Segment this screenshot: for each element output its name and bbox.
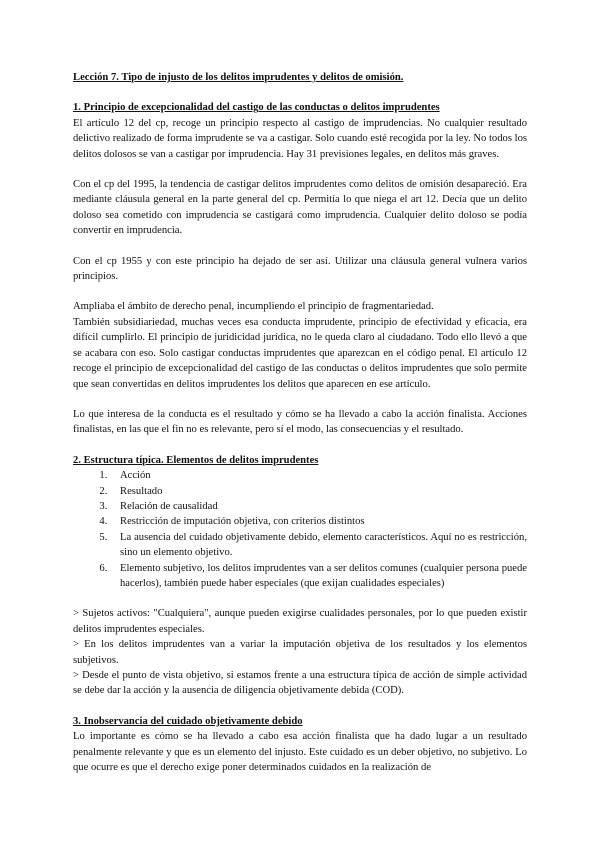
section-1-heading: 1. Principio de excepcionalidad del castigo de las conductas o delitos imprudentes [73,102,440,114]
section-1-paragraph-1: El artículo 12 del cp, recoge un principio respecto al castigo de imprudencias. No cualquier resultado delictivo realizado de forma imprudente se va a castigar. Solo cuando esté recogida por la ley. No todos los delitos dolosos se van a castigar por imprudencia. Hay 31 previsiones legales, en delitos más graves. [73,117,527,160]
list-item: 5. La ausencia del cuidado objetivamente debido, elemento característicos. Aquí no es restricción, sino un elemento objetivo. [110,530,527,561]
section-1-paragraph-2: Con el cp del 1995, la tendencia de castigar delitos imprudentes como delitos de omisión desapareció. Era mediante cláusula general en la parte general del cp. Permitía lo que niega el art 12. Decía que un delito doloso sea cometido con imprudencia se castigará como imprudencia. Cualquier delito doloso se podía convertir en imprudencia. [73,179,527,237]
elements-list [73,468,527,591]
list-item: 2. Resultado [110,484,527,499]
section-2-note-2: > En los delitos imprudentes van a variar la imputación objetiva de los resultados y los elementos subjetivos. [73,639,527,666]
section-1-paragraph-5: También subsidiariedad, muchas veces esa conducta imprudente, principio de efectividad y eficacia, era difícil cumplirlo. El principio de juridicidad jurídica, no le queda claro al ciudadano. Todo ello llevó a que se acabara con eso. Solo castigar conductas imprudentes que aparezcan en el código penal. El artículo 12 recoge el principio de excepcionalidad del castigo de las conductas o delitos imprudentes que solo permite que sean convertidas en delitos imprudentes los delitos que aparecen en ese artículo. [73,316,527,390]
list-item: 3. Relación de causalidad [110,499,527,514]
section-1-paragraph-3: Con el cp 1955 y con este principio ha dejado de ser así. Utilizar una cláusula general vulnera varios principios. [73,255,527,283]
lesson-title: Lección 7. Tipo de injusto de los delitos imprudentes y delitos de omisión. [73,72,404,83]
section-2-note-3: > Desde el punto de vista objetivo, si estamos frente a una estructura típica de acción de simple actividad se debe dar la acción y la ausencia de diligencia objetivamente debida (COD). [73,670,527,697]
list-item: 4. Restricción de imputación objetiva, con criterios distintos [110,514,527,529]
section-2-note-1: > Sujetos activos: "Cualquiera", aunque pueden exigirse cualidades personales, por lo que pueden existir delitos imprudentes especiales. [73,608,527,635]
list-item: 6. Elemento subjetivo, los delitos imprudentes van a ser delitos comunes (cualquier persona puede hacerlos), también puede haber especiales (que exijan cualidades especiales) [110,561,527,592]
section-3-heading: 3. Inobservancia del cuidado objetivamente debido [73,715,303,727]
section-1-paragraph-6: Lo que interesa de la conducta es el resultado y cómo se ha llevado a cabo la acción finalista. Acciones finalistas, en las que el fin no es relevante, pero sí el modo, las consecuencias y el resultado. [73,408,527,436]
list-item: 1. Acción [110,468,527,483]
section-1-paragraph-4: Ampliaba el ámbito de derecho penal, incumpliendo el principio de fragmentariedad. [73,301,434,313]
section-3-paragraph-1: Lo importante es cómo se ha llevado a cabo esa acción finalista que ha dado lugar a un resultado penalmente relevante y que es un elemento del injusto. Este cuidado es un deber objetivo, no subjetivo. Lo que ocurre es que el derecho exige poner determinados cuidados en la realización de [73,731,527,774]
section-2-heading: 2. Estructura típica. Elementos de delitos imprudentes [73,454,319,466]
